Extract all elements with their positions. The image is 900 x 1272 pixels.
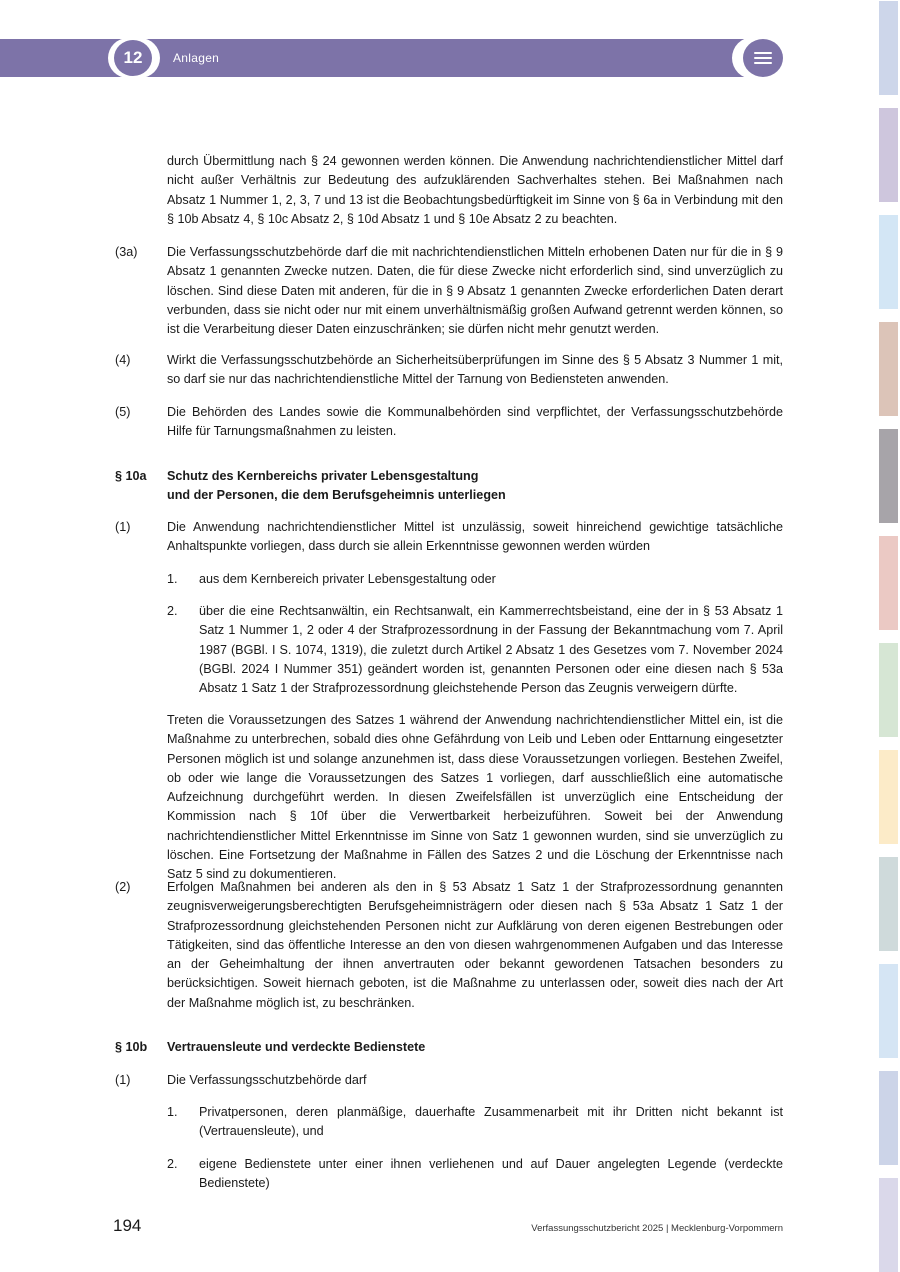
chapter-tab-7[interactable] [879, 643, 898, 737]
hamburger-menu-icon-bar [754, 57, 772, 59]
chapter-title: Anlagen [173, 51, 220, 65]
paragraph-number-5: (5) [115, 405, 131, 419]
section-title-10a-line2: und der Personen, die dem Berufsgeheimnis unterliegen [167, 488, 506, 502]
section-title-10b: Vertrauensleute und verdeckte Bedienstete [167, 1040, 426, 1054]
chapter-tab-12[interactable] [879, 1178, 898, 1272]
list-item-text: aus dem Kernbereich privater Lebensgestaltung oder [199, 572, 496, 586]
chapter-tab-2[interactable] [879, 108, 898, 202]
paragraph-number-10a-1: (1) [115, 520, 131, 534]
chapter-tab-6[interactable] [879, 536, 898, 630]
paragraph-10b-1: Die Verfassungsschutzbehörde darf [167, 1073, 367, 1087]
list-item-text: über die eine Rechtsanwältin, ein Rechtsanwalt, ein Kammerrechtsbeistand, eine der in § 53 Absatz 1 Satz 1 Nummer 1, 2 oder 4 der Strafprozessordnung in der Fassung der Bekanntmachung vom 7. April 1987 (BGBl. I S. 1074, 1319), die zuletzt durch Artikel 2 Absatz 1 des Gesetzes vom 7. November 2024 (BGBl. 2024 I Nummer 351) geändert worden ist, genannten Personen oder eine diesen nach § 53a Absatz 1 Satz 1 der Strafprozessordnung gleichstehende Person das Zeugnis verweigern dürfte. [199, 604, 783, 696]
page-number: 194 [113, 1216, 142, 1235]
chapter-number-badge[interactable]: 12 [114, 40, 152, 76]
paragraph-10a-1: Die Anwendung nachrichtendienstlicher Mittel ist unzulässig, soweit hinreichend gewichtige tatsächliche Anhaltspunkte vorliegen, dass durch sie allein Erkenntnisse gewonnen werden würden [167, 520, 783, 554]
list-item-number: 1. [167, 572, 178, 586]
hamburger-menu-icon-bar [754, 62, 772, 64]
paragraph-10a-1-continuation: Treten die Voraussetzungen des Satzes 1 während der Anwendung nachrichtendienstlicher Mittel ein, ist die Maßnahme zu unterbrechen, sobald dies ohne Gefährdung von Leib und Leben oder Enttarnung eingesetzter Personen möglich ist und solange anzunehmen ist, dass diese Voraussetzungen vorliegen. Bestehen Zweifel, ob oder wie lange die Voraussetzungen des Satzes 1 vorliegen, darf ausschließlich eine automatische Aufzeichnung durchgeführt werden. In diesen Zweifelsfällen ist unverzüglich eine Entscheidung der Kommission nach § 10f über die Verwertbarkeit herbeizuführen. Soweit bei der Anwendung nachrichtendienstlicher Mittel Erkenntnisse im Sinne von Satz 1 gewonnen wurden, sind sie unverzüglich zu löschen. Eine Fortsetzung der Maßnahme in Fällen des Satzes 2 und die Löschung der Erkenntnisse nach Satz 5 sind zu dokumentieren. [167, 713, 783, 882]
hamburger-menu-icon [754, 52, 772, 54]
chapter-tab-8[interactable] [879, 750, 898, 844]
paragraph-number-4: (4) [115, 353, 131, 367]
list-item-text: eigene Bedienstete unter einer ihnen verliehenen und auf Dauer angelegten Legende (verdeckte Bedienstete) [199, 1157, 783, 1191]
footer-publication: Verfassungsschutzbericht 2025 | Mecklenburg-Vorpommern [531, 1223, 783, 1234]
chapter-tab-5[interactable] [879, 429, 898, 523]
chapter-tab-4[interactable] [879, 322, 898, 416]
paragraph-number-10a-2: (2) [115, 880, 131, 894]
section-number-10b: § 10b [115, 1040, 148, 1054]
chapter-tab-10[interactable] [879, 964, 898, 1058]
paragraph-number-3a: (3a) [115, 245, 138, 259]
chapter-tab-9[interactable] [879, 857, 898, 951]
list-item-number: 1. [167, 1105, 178, 1119]
menu-button[interactable] [743, 39, 783, 77]
paragraph-number-10b-1: (1) [115, 1073, 131, 1087]
paragraph-4: Wirkt die Verfassungsschutzbehörde an Sicherheitsüberprüfungen im Sinne des § 5 Absatz 3 Nummer 1 mit, so darf sie nur das nachrichtendienstliche Mittel der Tarnung von Bediensteten anwenden. [167, 353, 783, 387]
list-item-text: Privatpersonen, deren planmäßige, dauerhafte Zusammenarbeit mit ihr Dritten nicht bekannt ist (Vertrauensleute), und [199, 1105, 783, 1139]
chapter-tab-1[interactable] [879, 1, 898, 95]
list-item-number: 2. [167, 1157, 178, 1171]
chapter-tab-11[interactable] [879, 1071, 898, 1165]
paragraph-10a-2: Erfolgen Maßnahmen bei anderen als den in § 53 Absatz 1 Satz 1 der Strafprozessordnung genannten zeugnisverweigerungsberechtigten Berufsgeheimnisträgern oder diesen nach § 53a Absatz 1 Satz 1 der Strafprozessordnung gleichstehenden Personen nicht zur Aufklärung von deren eigenen Bestrebungen oder Tätigkeiten, sind das öffentliche Interesse an den von diesen wahrgenommenen Aufgaben und das Interesse an der Geheimhaltung der ihnen anvertrauten oder bekannt gewordenen Tatsachen besonders zu berücksichtigen. Soweit hiernach geboten, ist die Maßnahme zu unterlassen oder, soweit dies nach der Art der Maßnahme möglich ist, zu beschränken. [167, 880, 783, 1010]
paragraph-3a: Die Verfassungsschutzbehörde darf die mit nachrichtendienstlichen Mitteln erhobenen Daten nur für die in § 9 Absatz 1 genannten Zwecke nutzen. Daten, die für diese Zwecke nicht erforderlich sind, sind unverzüglich zu löschen. Sind diese Daten mit anderen, für die in § 9 Absatz 1 genannten Zwecke erforderlichen Daten derart verbunden, dass sie nicht oder nur mit einem unverhältnismäßig großen Aufwand getrennt werden können, so ist die Verarbeitung dieser Daten einzuschränken; sie dürfen nicht mehr genutzt werden. [167, 245, 783, 337]
paragraph-5: Die Behörden des Landes sowie die Kommunalbehörden sind verpflichtet, der Verfassungsschutzbehörde Hilfe für Tarnungsmaßnahmen zu leisten. [167, 405, 783, 439]
section-number-10a: § 10a [115, 469, 147, 483]
chapter-tab-3[interactable] [879, 215, 898, 309]
section-title-10a-line1: Schutz des Kernbereichs privater Lebensgestaltung [167, 469, 479, 483]
intro-paragraph: durch Übermittlung nach § 24 gewonnen werden können. Die Anwendung nachrichtendienstlicher Mittel darf nicht außer Verhältnis zur Bedeutung des aufzuklärenden Sachverhaltes stehen. Bei Maßnahmen nach Absatz 1 Nummer 1, 2, 3, 7 und 13 ist die Beobachtungsbedürftigkeit im Sinne von § 6a in Verbindung mit den § 10b Absatz 4, § 10c Absatz 2, § 10d Absatz 1 und § 10e Absatz 2 zu beachten. [167, 154, 783, 226]
list-item-number: 2. [167, 604, 178, 618]
